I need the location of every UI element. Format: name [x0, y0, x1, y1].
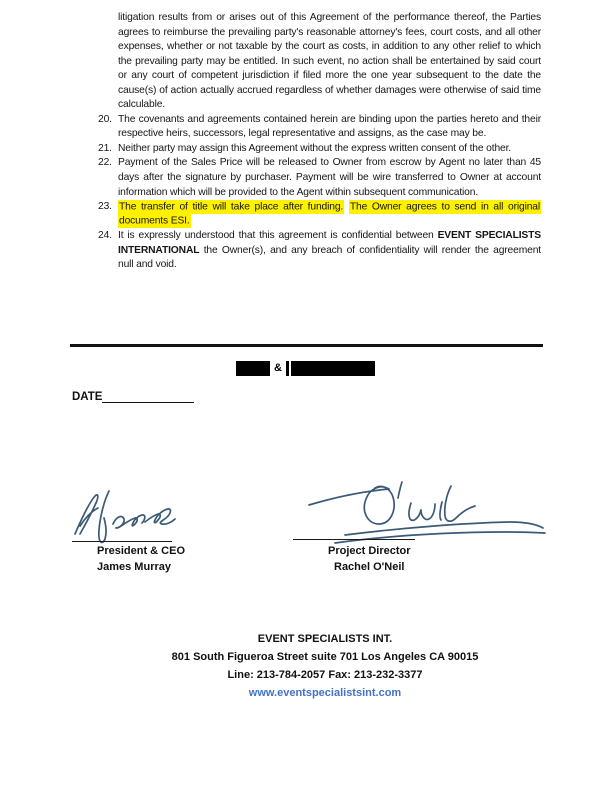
signature-line-right [293, 539, 415, 540]
date-blank-line [102, 389, 194, 403]
signature-name-left: James Murray [97, 561, 171, 573]
item-text [118, 200, 541, 229]
section-divider-rule [70, 344, 543, 347]
item-text-segment: the Owner(s), and any breach of confidentiality will render the agreement null and void. [118, 244, 541, 271]
redaction-box [291, 361, 375, 376]
redaction-box [236, 361, 270, 376]
item-number: 24. [98, 230, 112, 242]
ampersand-text: & [274, 362, 282, 374]
footer-website-link[interactable]: www.eventspecialistsint.com [248, 687, 402, 699]
signature-line-left [72, 541, 172, 542]
item-number: 23. [98, 201, 112, 213]
signature-title-right: Project Director [328, 545, 411, 557]
item-number: 21. [98, 142, 112, 154]
highlighted-text: The transfer of title will take place after funding. [119, 201, 344, 213]
highlighted-text: The Owner agrees to send in all original documents ESI. [119, 201, 540, 227]
date-row [72, 389, 194, 403]
date-label: DATE [72, 391, 103, 403]
footer-phone-fax: Line: 213-784-2057 Fax: 213-232-3377 [227, 669, 423, 681]
item-text [118, 229, 541, 273]
redaction-box [286, 361, 289, 376]
list-item-23-highlighted [98, 200, 542, 229]
footer-address: 801 South Figueroa Street suite 701 Los Angeles CA 90015 [171, 651, 479, 663]
item-text: Payment of the Sales Price will be released to Owner from escrow by Agent no later than 45 days after the signature by purchaser. Payment will be wire transferred to Owner at account information which will be provided to the Agent within subsequent communication. [118, 157, 541, 198]
signature-rachel-oneil [305, 477, 550, 555]
footer-block [0, 630, 612, 702]
item-text-segment: It is expressly understood that this agreement is confidential between [118, 230, 438, 242]
agreement-text-block [98, 11, 542, 273]
item-number: 22. [98, 157, 112, 169]
list-item-22 [98, 156, 542, 200]
item-text: Neither party may assign this Agreement without the express written consent of the other. [118, 142, 512, 154]
list-item-21 [98, 142, 542, 157]
list-item-20 [98, 113, 542, 142]
signature-name-right: Rachel O'Neil [334, 561, 405, 573]
item-number: 20. [98, 113, 112, 125]
footer-company-name: EVENT SPECIALISTS INT. [257, 633, 393, 645]
signature-title-left: President & CEO [97, 545, 186, 557]
company-name-bold: EVENT SPECIALISTS INTERNATIONAL [118, 230, 542, 256]
item-text: The covenants and agreements contained herein are binding upon the parties hereto and their respective heirs, successors, legal representative and assigns, as the case may be. [118, 113, 541, 140]
list-item-24 [98, 229, 542, 273]
intro-paragraph: litigation results from or arises out of this Agreement of the performance thereof, the Parties agrees to reimburse the prevailing party's reasonable attorney's fees, court costs, and all other expenses, whether or not taxable by the court as costs, in addition to any other relief to which the prevailing party may be entitled. In such event, no action shall be entertained by said court or any court of competent jurisdiction if filed more the one year subsequent to the date the cause(s) of action actually accrued regardless of whether damages were otherwise of said time calculable. [118, 12, 541, 111]
redacted-company-title [236, 360, 375, 376]
